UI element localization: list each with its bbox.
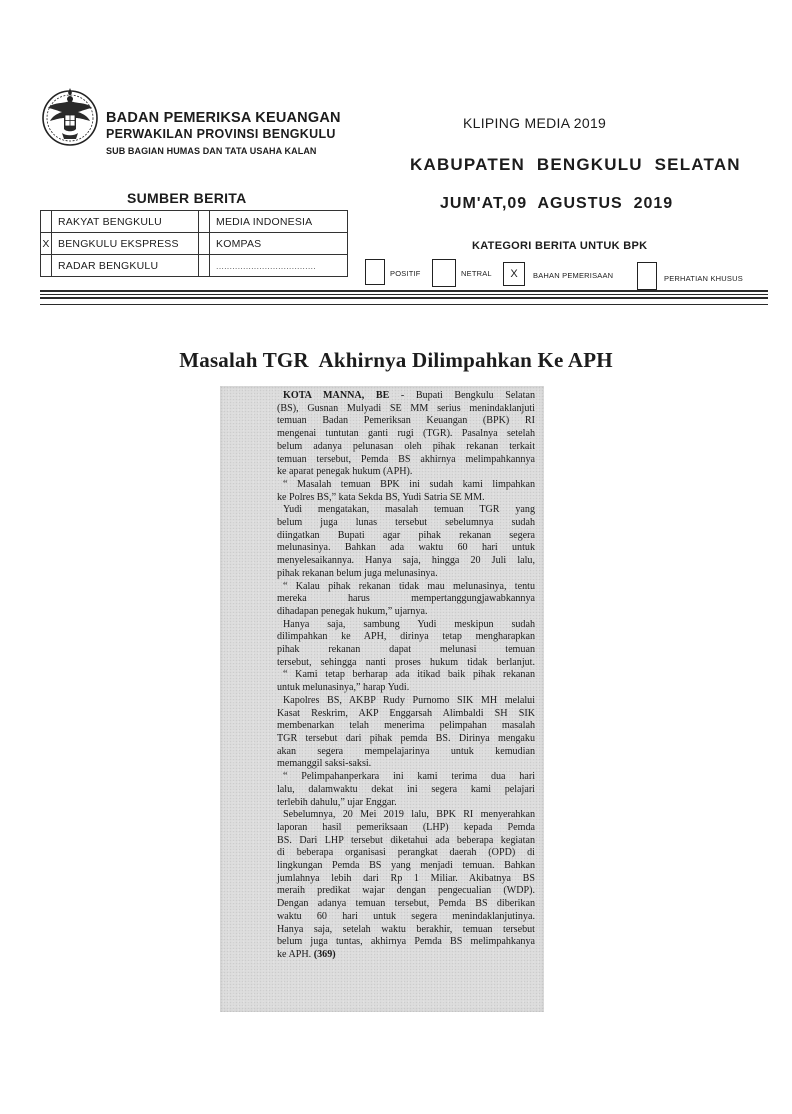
article-line: Dengan adanya temuan tersebut, Pemda BS diberikan	[277, 898, 535, 910]
garuda-emblem-icon	[40, 84, 100, 148]
article-line: di beberapa organisasi perangkat daerah (OPD) di	[277, 847, 535, 859]
publication-date: JUM'AT,09 AGUSTUS 2019	[440, 195, 674, 212]
source-name: KOMPAS	[210, 233, 348, 255]
article-line: Sebelumnya, 20 Mei 2019 lalu, BPK RI menyerahkan	[283, 809, 535, 821]
dateline: KOTA MANNA, BE	[283, 390, 390, 401]
article-line: belum juga lunas tersebut sebelumnya sudah	[277, 517, 535, 529]
article-line: “ Kalau pihak rekanan tidak mau melunasinya, tentu	[283, 580, 535, 592]
source-mark	[41, 211, 52, 233]
header-divider	[40, 304, 768, 305]
org-office: PERWAKILAN PROVINSI BENGKULU	[106, 127, 336, 141]
checkbox-bahan-pemeriksaan[interactable]: X	[503, 262, 525, 286]
article-line: meraih predikat wajar dengan pengecualian (WDP).	[277, 885, 535, 897]
header-divider	[40, 297, 768, 299]
article-headline: Masalah TGR Akhirnya Dilimpahkan Ke APH	[179, 348, 613, 372]
table-row	[41, 255, 348, 277]
source-mark	[199, 255, 210, 277]
source-name: RAKYAT BENGKULU	[52, 211, 199, 233]
article-line: mereka harus mempertanggungjawabkannya	[277, 593, 535, 605]
org-name: BADAN PEMERIKSA KEUANGAN	[106, 110, 341, 126]
article-line: Kapolres BS, AKBP Rudy Purnomo SIK MH melalui	[283, 694, 535, 706]
source-name: MEDIA INDONESIA	[210, 211, 348, 233]
sumber-berita-title: SUMBER BERITA	[127, 190, 247, 206]
article-line: Hanya saja, setelah waktu berakhir, temuan tersebut	[277, 923, 535, 935]
checkbox-label: NETRAL	[461, 269, 492, 278]
article-line: TGR tersebut dari pihak pemda BS. Dirinya mengaku	[277, 732, 535, 744]
sumber-berita-table	[40, 210, 348, 277]
kliping-title: KLIPING MEDIA 2019	[463, 115, 607, 131]
header-divider	[40, 294, 768, 295]
newspaper-clipping	[220, 386, 544, 1012]
article-line: “ Masalah temuan BPK ini sudah kami limpahkan	[283, 478, 535, 490]
source-name: BENGKULU EKSPRESS	[52, 233, 199, 255]
source-mark: X	[41, 233, 52, 255]
article-line: untuk melunasinya,” harap Yudi.	[277, 682, 410, 694]
checkbox-label: POSITIF	[390, 269, 421, 278]
article-line: ke APH. (369)	[277, 948, 336, 960]
table-row	[41, 233, 348, 255]
checkbox-label: BAHAN PEMERISAAN	[533, 271, 614, 280]
article-line: lingkungan Pemda BS yang menjadi temuan. Bahkan	[277, 860, 535, 872]
org-unit: SUB BAGIAN HUMAS DAN TATA USAHA KALAN	[106, 146, 317, 156]
article-line: mengenai tuntutan ganti rugi (TGR). Pasalnya setelah	[277, 428, 535, 440]
article-line: akan segera mempelajarinya untuk kemudian	[277, 745, 535, 757]
checkbox-label: PERHATIAN KHUSUS	[664, 274, 743, 283]
checkbox-netral[interactable]	[432, 259, 456, 287]
article-line: “ Kami tetap berharap ada itikad baik pihak rekanan	[283, 669, 535, 681]
article-line: Kasat Reskrim, AKP Enggarsah Alimbaldi SH SIK	[277, 707, 535, 719]
source-name: RADAR BENGKULU	[52, 255, 199, 277]
article-line: ke Polres BS,” kata Sekda BS, Yudi Satria SE MM.	[277, 491, 485, 503]
article-line: dihadapan penegak hukum,” ujarnya.	[277, 605, 428, 617]
article-body	[277, 390, 535, 962]
article-line: terlebih dahulu,” ujar Enggar.	[277, 796, 397, 808]
source-mark	[41, 255, 52, 277]
article-line: belum adanya pelunasan oleh pihak rekanan terkait	[277, 440, 535, 452]
checkbox-positif[interactable]	[365, 259, 385, 285]
article-line: menyelesaikannya. Hanya saja, hingga 20 Juli lalu,	[277, 555, 535, 567]
article-line: diingatkan Bupati agar pihak rekanan segera	[277, 529, 535, 541]
article-line: pihak rekanan belum juga melunasinya.	[277, 567, 438, 579]
article-line: tersebut, sehingga nanti proses hukum tidak berlanjut.	[277, 656, 535, 668]
article-line: Yudi mengatakan, masalah temuan TGR yang	[283, 504, 535, 516]
kategori-title: KATEGORI BERITA UNTUK BPK	[472, 240, 648, 252]
article-line: laporan hasil pemeriksaan (LHP) kepada Pemda	[277, 821, 535, 833]
article-line: waktu 60 hari untuk segera menindaklanjutinya.	[277, 910, 535, 922]
article-line: temuan Badan Pemeriksan Keuangan (BPK) RI	[277, 415, 535, 427]
regency-title: KABUPATEN BENGKULU SELATAN	[410, 155, 741, 174]
article-line: KOTA MANNA, BE - Bupati Bengkulu Selatan	[283, 390, 535, 401]
source-mark	[199, 211, 210, 233]
article-line: ke aparat penegak hukum (APH).	[277, 466, 413, 478]
article-line: melunasinya. Bahkan ada waktu 60 hari untuk	[277, 542, 535, 554]
article-line: temuan tersebut, Pemda BS akhirnya melimpahkannya	[277, 453, 535, 465]
article-line: memanggil saksi-saksi.	[277, 758, 372, 770]
article-line: jumlahnya lebih dari Rp 1 Miliar. Akibatnya BS	[277, 872, 535, 884]
checkbox-perhatian-khusus[interactable]	[637, 262, 657, 290]
article-line: “ Pelimpahanperkara ini kami terima dua hari	[283, 771, 535, 783]
header-divider	[40, 290, 768, 292]
table-row	[41, 211, 348, 233]
article-line: Hanya saja, sambung Yudi meskipun sudah	[283, 618, 535, 630]
source-mark	[199, 233, 210, 255]
article-code: (369)	[313, 948, 336, 960]
article-line: membenarkan telah menerima pelimpahan masalah	[277, 720, 535, 732]
article-line: lalu, dalamwaktu dekat ini segera kami pelajari	[277, 783, 535, 795]
article-line: BS. Dari LHP tersebut diketahui ada beberapa kegiatan	[277, 834, 535, 846]
article-line: (BS), Gusnan Mulyadi SE MM serius menindaklanjuti	[277, 402, 535, 414]
article-line: dilimpahkan ke APH, dirinya tetap mengharapkan	[277, 631, 535, 643]
article-line: pihak rekanan dapat melunasi temuan	[277, 644, 535, 656]
article-line: belum juga tuntas, akhirnya Pemda BS melimpahkanya	[277, 936, 535, 948]
source-name: .....................................	[210, 255, 348, 277]
